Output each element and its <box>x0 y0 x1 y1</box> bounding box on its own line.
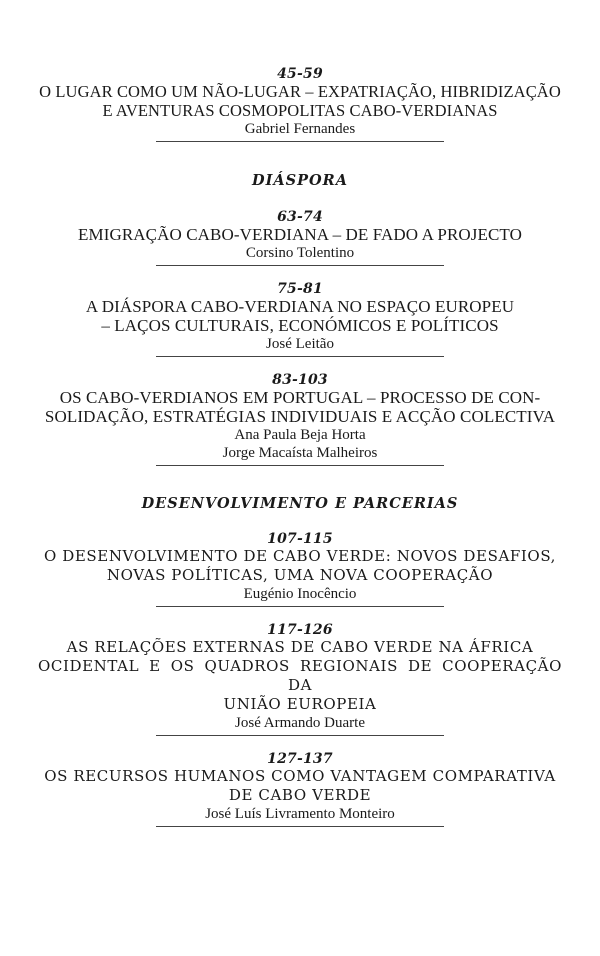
entry-author: José Leitão <box>266 336 334 352</box>
table-of-contents <box>0 66 600 827</box>
title-line: E AVENTURAS COSMOPOLITAS CABO-VERDIANAS <box>102 101 498 120</box>
divider <box>156 606 444 607</box>
entry-author: Ana Paula Beja Horta <box>234 427 366 443</box>
divider <box>156 826 444 827</box>
entry-title <box>0 82 600 120</box>
entry-title <box>0 225 600 244</box>
title-line: OS RECURSOS HUMANOS COMO VANTAGEM COMPARATIVA <box>44 767 556 785</box>
title-line: DE CABO VERDE <box>228 786 372 804</box>
toc-entry <box>0 281 600 357</box>
page-range: 83-103 <box>272 372 328 388</box>
section-heading: DIÁSPORA <box>252 172 348 189</box>
title-line: OS CABO-VERDIANOS EM PORTUGAL – PROCESSO DE CON- <box>59 388 541 407</box>
section-heading: DESENVOLVIMENTO E PARCERIAS <box>141 495 459 512</box>
title-line: OCIDENTAL E OS QUADROS REGIONAIS DE COOPERAÇÃO DA <box>38 657 562 694</box>
title-line: AS RELAÇÕES EXTERNAS DE CABO VERDE NA ÁFRICA <box>66 638 534 656</box>
toc-entry <box>0 209 600 266</box>
entry-author: Eugénio Inocêncio <box>243 586 357 602</box>
page-range: 63-74 <box>277 209 323 225</box>
title-line: NOVAS POLÍTICAS, UMA NOVA COOPERAÇÃO <box>106 566 494 584</box>
title-line: O DESENVOLVIMENTO DE CABO VERDE: NOVOS DESAFIOS, <box>43 547 557 565</box>
entry-author: José Armando Duarte <box>235 715 365 731</box>
divider <box>156 265 444 266</box>
entry-title <box>0 388 600 426</box>
entry-title <box>0 638 600 714</box>
toc-entry <box>0 372 600 466</box>
page-range: 117-126 <box>267 622 333 638</box>
entry-title <box>0 297 600 335</box>
divider <box>156 465 444 466</box>
toc-entry <box>0 751 600 827</box>
title-line: EMIGRAÇÃO CABO-VERDIANA – DE FADO A PROJECTO <box>78 225 522 244</box>
page-range: 75-81 <box>277 281 323 297</box>
divider <box>156 141 444 142</box>
entry-author: José Luís Livramento Monteiro <box>205 806 395 822</box>
toc-entry <box>0 622 600 736</box>
title-line: O LUGAR COMO UM NÃO-LUGAR – EXPATRIAÇÃO, HIBRIDIZAÇÃO <box>39 82 561 101</box>
toc-entry <box>0 531 600 607</box>
entry-author: Jorge Macaísta Malheiros <box>222 445 378 461</box>
title-line: A DIÁSPORA CABO-VERDIANA NO ESPAÇO EUROPEU <box>85 297 515 316</box>
entry-author: Corsino Tolentino <box>245 245 355 261</box>
divider <box>156 356 444 357</box>
entry-title <box>0 547 600 585</box>
page-range: 127-137 <box>267 751 333 767</box>
title-line: UNIÃO EUROPEIA <box>223 695 377 713</box>
page-range: 107-115 <box>267 531 333 547</box>
divider <box>156 735 444 736</box>
entry-author: Gabriel Fernandes <box>244 121 356 137</box>
toc-entry <box>0 66 600 142</box>
title-line: – LAÇOS CULTURAIS, ECONÓMICOS E POLÍTICOS <box>101 316 499 335</box>
entry-title <box>0 767 600 805</box>
page-range: 45-59 <box>277 66 323 82</box>
title-line: SOLIDAÇÃO, ESTRATÉGIAS INDIVIDUAIS E ACÇÃO COLECTIVA <box>44 407 556 426</box>
